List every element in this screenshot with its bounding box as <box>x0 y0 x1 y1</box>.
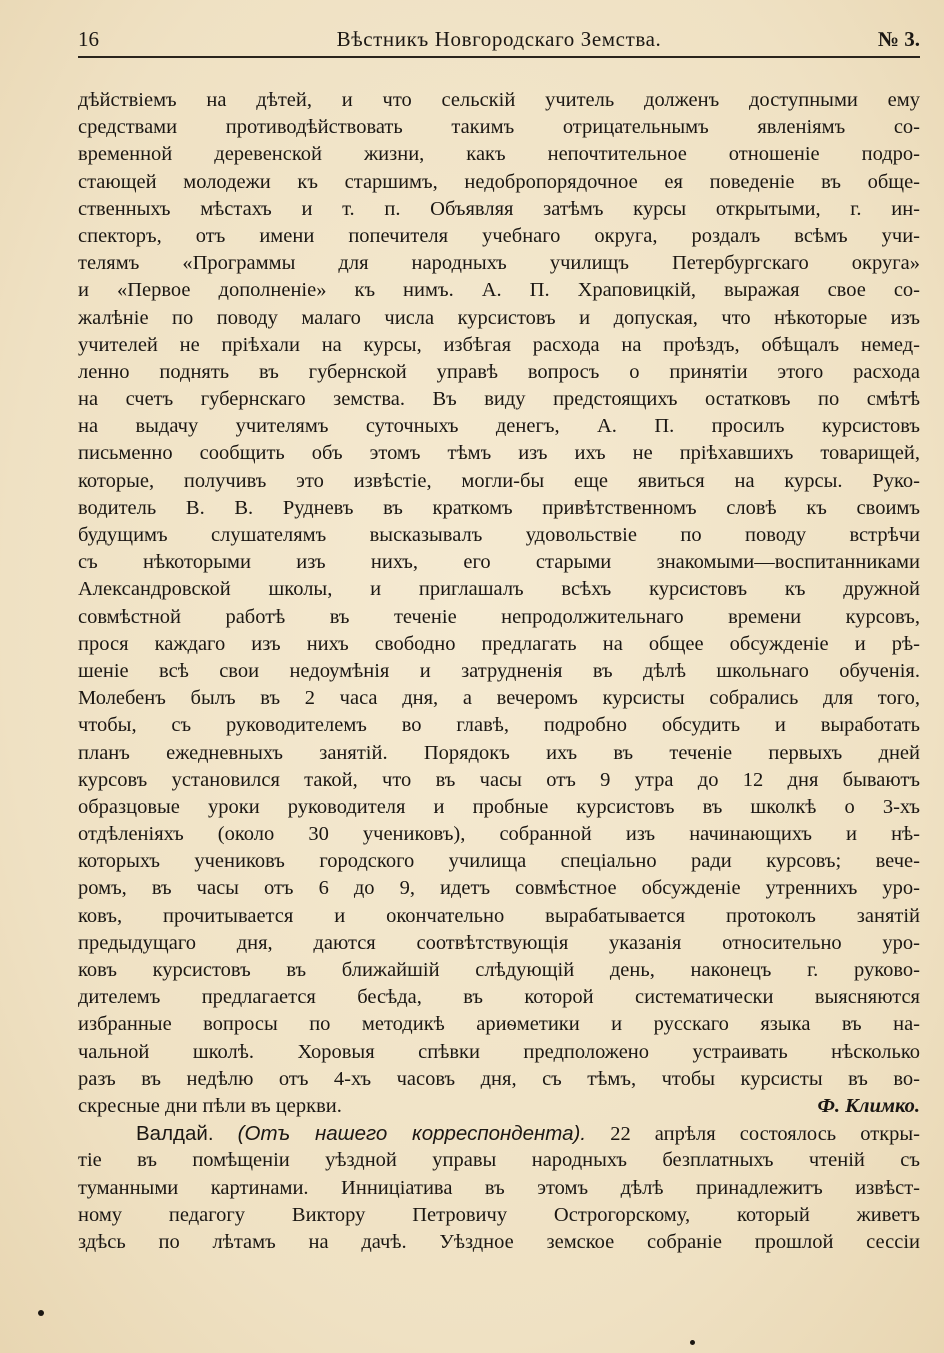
print-speck <box>690 1340 695 1345</box>
text-line: ромъ, въ часы отъ 6 до 9, идетъ совмѣстное обсужденіе утреннихъ уро- <box>78 877 920 900</box>
text-line: Молебенъ былъ въ 2 часа дня, а вечеромъ курсисты собрались для того, <box>78 687 920 710</box>
text-line: предыдущаго дня, даются соотвѣтствующія указанія относительно уро- <box>78 931 920 954</box>
text-line: ному педагогу Виктору Петровичу Острогорскому, который живетъ <box>78 1203 920 1226</box>
author-signature: Ф. Климко. <box>817 1094 920 1117</box>
text-line: отдѣленіяхъ (около 30 учениковъ), собранной изъ начинающихъ и нѣ- <box>78 823 920 846</box>
text-line: съ нѣкоторыми изъ нихъ, его старыми знакомыми—воспитанниками <box>78 551 920 574</box>
text-line: письменно сообщить объ этомъ тѣмъ изъ ихъ не пріѣхавшихъ товарищей, <box>78 442 920 465</box>
text-line: телямъ «Программы для народныхъ училищъ Петербургскаго округа» <box>78 252 920 275</box>
text-line: спекторъ, отъ имени попечителя учебнаго округа, роздалъ всѣмъ учи- <box>78 224 920 247</box>
text-line: будущимъ слушателямъ высказывалъ удовольствіе по поводу встрѣчи <box>78 524 920 546</box>
text-line: туманными картинами. Инниціатива въ этомъ дѣлѣ принадлежитъ извѣст- <box>78 1176 920 1199</box>
text-line: дѣйствіемъ на дѣтей, и что сельскій учитель долженъ доступными ему <box>78 89 920 111</box>
text-line: водитель В. В. Рудневъ въ краткомъ привѣтственномъ словѣ къ своимъ <box>78 496 920 519</box>
text-line: стающей молодежи къ старшимъ, недобропорядочное ея поведеніе въ обще- <box>78 170 920 193</box>
text-line: дителемъ предлагается бесѣда, въ которой систематически выясняются <box>78 986 920 1009</box>
correspondent-note: (Отъ нашего корреспондента). <box>237 1122 587 1146</box>
text-line: избранные вопросы по методикѣ ариѳметики и русскаго языка въ на- <box>78 1013 920 1036</box>
text-line: здѣсь по лѣтамъ на дачѣ. Уѣздное земское собраніе прошлой сессіи <box>78 1230 920 1253</box>
header-rule <box>78 56 920 58</box>
text-line: на выдачу учителямъ суточныхъ денегъ, А. П. просилъ курсистовъ <box>78 415 920 438</box>
text-line: планъ ежедневныхъ занятій. Порядокъ ихъ въ теченіе первыхъ дней <box>78 741 920 764</box>
text-line: курсовъ установился такой, что въ часы отъ 9 утра до 12 дня бываютъ <box>78 768 920 791</box>
text-line: средствами противодѣйствовать такимъ отрицательнымъ явленіямъ со- <box>78 116 920 139</box>
text-line: образцовые уроки руководителя и пробные курсистовъ въ школкѣ о 3-хъ <box>78 795 920 818</box>
text-line <box>78 1120 920 1147</box>
text-line: Александровской школы, и приглашалъ всѣхъ курсистовъ къ дружной <box>78 578 920 601</box>
page-number: 16 <box>78 27 99 51</box>
text-line: жалѣніе по поводу малаго числа курсистовъ и допуская, что нѣкоторые изъ <box>78 306 920 329</box>
text-line: ленно поднять въ губернской управѣ вопросъ о принятіи этого расхода <box>78 360 920 383</box>
text-line: временной деревенской жизни, какъ непочтительное отношеніе подро- <box>78 143 920 166</box>
first-line-rest: 22 апрѣля состоялось откры- <box>610 1123 920 1146</box>
text-line: которыхъ учениковъ городского училища спеціально ради курсовъ; вече- <box>78 850 920 873</box>
text-line: чальной школѣ. Хоровыя спѣвки предположено устраивать нѣсколько <box>78 1040 920 1063</box>
text-line: тіе въ помѣщеніи уѣздной управы народныхъ безплатныхъ чтеній съ <box>78 1149 920 1172</box>
text-line: разъ въ недѣлю отъ 4-хъ часовъ дня, съ тѣмъ, чтобы курсисты въ во- <box>78 1067 920 1090</box>
text-line <box>78 1093 920 1120</box>
paragraph-valdai <box>78 1147 920 1256</box>
text-line: чтобы, съ руководителемъ во главѣ, подробно обсудить и выработать <box>78 714 920 737</box>
running-header <box>78 24 920 54</box>
text-line: которые, получивъ это извѣстіе, могли-бы еще явиться на курсы. Руко- <box>78 469 920 492</box>
text-line: шеніе всѣ свои недоумѣнія и затрудненія въ дѣлѣ школьнаго обученія. <box>78 659 920 682</box>
text-line: совмѣстной работѣ въ теченіе непродолжительнаго времени курсовъ, <box>78 605 920 628</box>
text-line: учителей не пріѣхали на курсы, избѣгая расхода на проѣздъ, обѣщалъ немед- <box>78 333 920 356</box>
text-line: ственныхъ мѣстахъ и т. п. Объявляя затѣмъ курсы открытыми, г. ин- <box>78 197 920 220</box>
place-name: Валдай. <box>136 1122 214 1146</box>
print-speck <box>38 1310 44 1316</box>
journal-title: Вѣстникъ Новгородскаго Земства. <box>336 27 662 51</box>
issue-number: № 3. <box>877 27 920 51</box>
article-body <box>78 87 920 1256</box>
paragraph-report <box>78 87 920 1093</box>
text-line: прося каждаго изъ нихъ свободно предлагать на общее обсужденіе и рѣ- <box>78 632 920 655</box>
text-line: и «Первое дополненіе» къ нимъ. А. П. Храповицкій, выражая свое со- <box>78 279 920 302</box>
text-line: ковъ, прочитывается и окончательно вырабатывается протоколъ занятій <box>78 904 920 927</box>
text-line: ковъ курсистовъ въ ближайшій слѣдующій день, наконецъ г. руково- <box>78 959 920 981</box>
closing-line: скресные дни пѣли въ церкви. <box>78 1094 342 1117</box>
text-line: на счетъ губернскаго земства. Въ виду предстоящихъ остатковъ по смѣтѣ <box>78 388 920 411</box>
